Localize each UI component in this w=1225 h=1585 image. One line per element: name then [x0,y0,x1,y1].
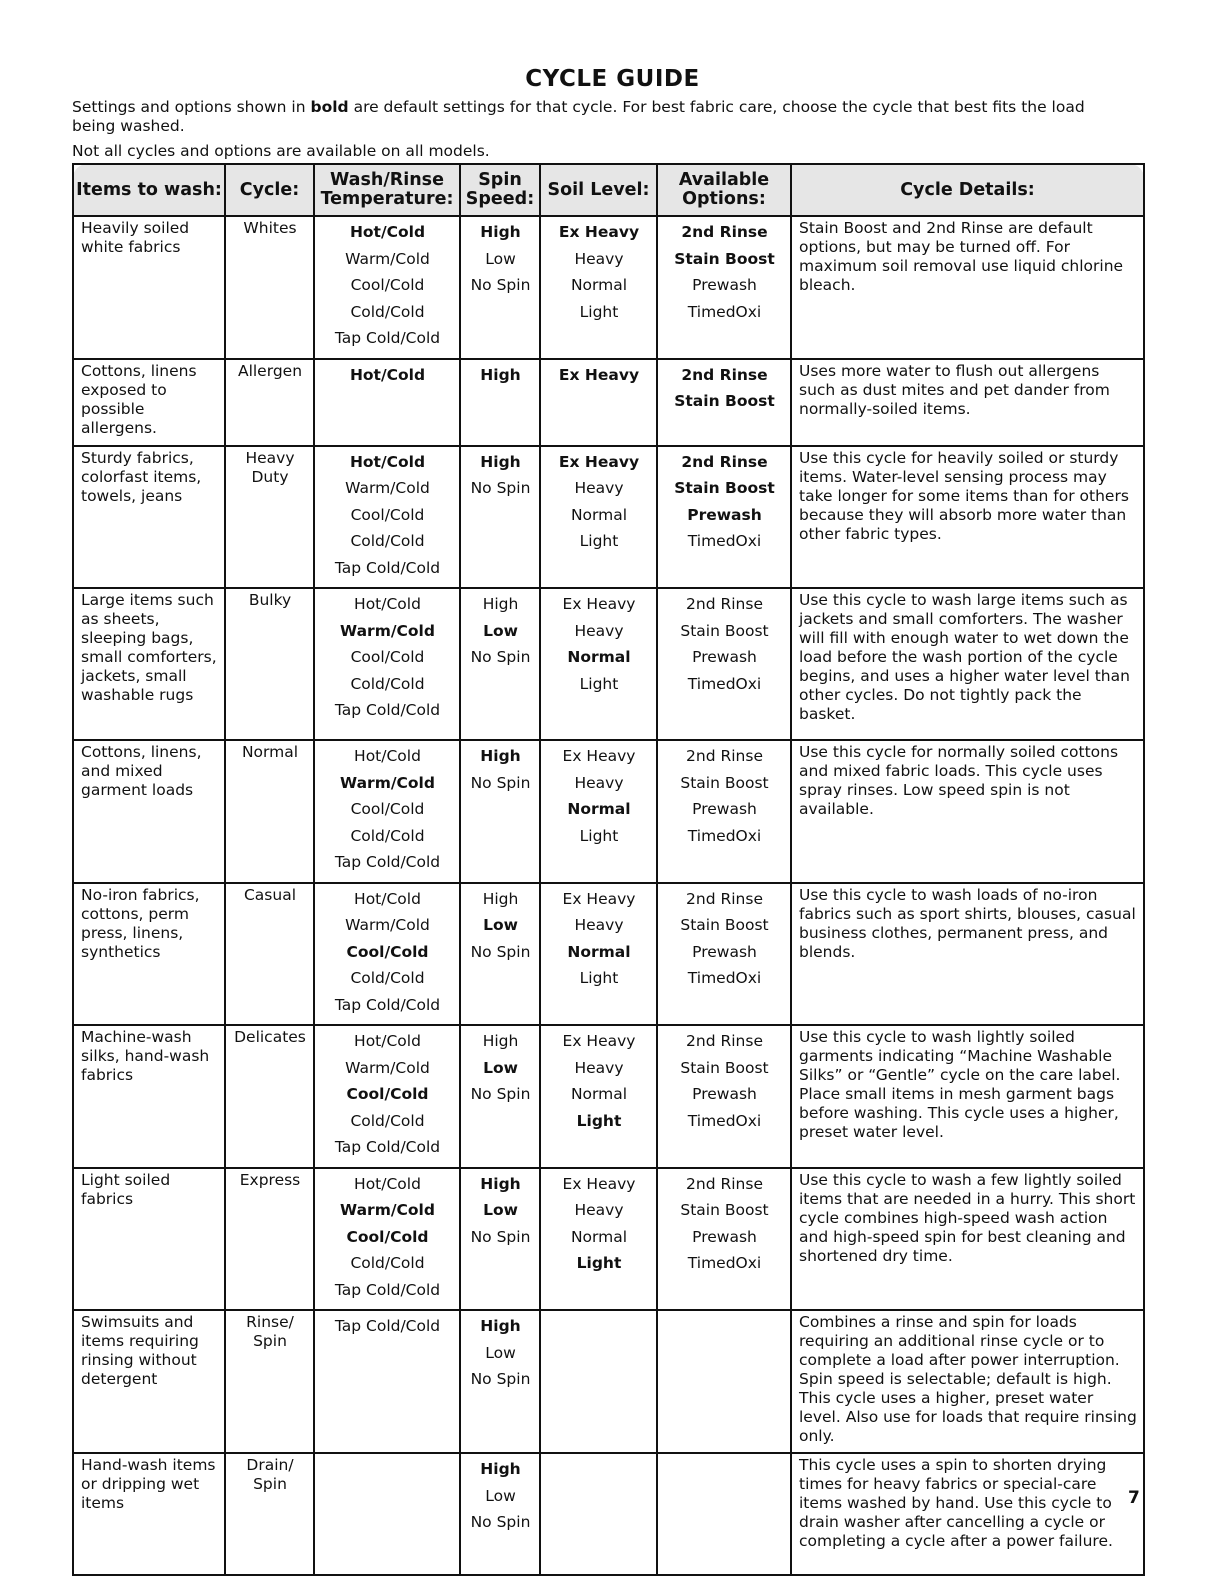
temperature-setting: Cold/Cold [350,532,425,550]
spin-setting: No Spin [470,1085,531,1103]
items-text: Swimsuits and items requiring rinsing without detergent [81,1313,199,1388]
temperature-setting: Warm/Cold [345,916,430,934]
spin-setting: High [480,365,521,384]
options-cell [657,588,791,740]
temperature-setting: Tap Cold/Cold [334,329,441,347]
spin-setting: No Spin [470,276,531,294]
temperature-setting: Warm/Cold [345,479,430,497]
details-text: Use this cycle to wash a few lightly soiled items that are needed in a hurry. This short cycle combines high-speed wash action and high-speed spin for best cleaning and shortened dry time. [799,1170,1136,1265]
details-cell [791,359,1144,446]
temperature-setting: Cold/Cold [350,969,425,987]
cycle-name: Normal [241,743,299,761]
details-cell [791,1025,1144,1168]
spin-setting: No Spin [470,1513,531,1531]
soil-setting: Ex Heavy [562,1032,636,1050]
temperature-cell [314,883,460,1026]
options-cell [657,1025,791,1168]
option-setting: 2nd Rinse [686,1174,763,1193]
spin-setting: Low [485,1343,516,1362]
details-text: This cycle uses a spin to shorten drying times for heavy fabrics or special-care items washed by hand. Use this cycle to drain washer after cancelling a cycle or completing a cycle after a power failure. [799,1456,1113,1550]
items-cell [73,740,225,883]
cycle-cell [225,446,314,589]
soil-cell [540,588,657,740]
option-setting: 2nd Rinse [686,747,763,765]
temperature-setting: Cool/Cold [346,1085,429,1103]
cycle-name: Bulky [248,591,292,609]
soil-setting: Light [579,674,619,693]
soil-setting: Heavy [574,773,624,792]
spin-setting: Low [483,621,518,640]
spin-setting: High [482,595,519,613]
temperature-setting: Cool/Cold [346,1227,429,1246]
spin-setting: Low [485,249,516,268]
table-row [73,1453,1144,1575]
temperature-setting: Cold/Cold [350,826,425,845]
temperature-setting: Cold/Cold [350,674,425,693]
header-soil-level: Soil Level: [540,164,657,216]
option-setting: Prewash [692,276,757,294]
option-setting: TimedOxi [687,674,762,693]
temperature-setting: Cold/Cold [350,1254,425,1272]
details-cell [791,446,1144,589]
spin-setting: High [480,1317,521,1335]
temperature-setting: Warm/Cold [340,773,435,792]
header-options: Available Options: [657,164,791,216]
option-setting: TimedOxi [687,969,762,987]
spin-cell [460,1025,540,1168]
items-cell [73,1453,225,1575]
header-items: Items to wash: [73,164,225,216]
details-cell [791,883,1144,1026]
soil-cell [540,359,657,446]
details-cell [791,1310,1144,1453]
temperature-setting: Cold/Cold [350,1111,425,1130]
soil-setting: Light [579,969,619,987]
items-text: Cottons, linens exposed to possible allergens. [81,361,197,437]
table-header-row [73,164,1144,216]
option-setting: Prewash [687,505,762,524]
option-setting: 2nd Rinse [686,889,763,908]
spin-setting: No Spin [470,1227,531,1246]
details-text: Use this cycle to wash lightly soiled garments indicating “Machine Washable Silks” or “Gentle” cycle on the care label. Place small items in mesh garment bags before washing. This cycle uses a higher, preset water level. [799,1028,1121,1141]
details-text: Use this cycle for normally soiled cottons and mixed fabric loads. This cycle uses spray rinses. Low speed spin is not available. [799,743,1119,818]
cycle-name: Express [239,1170,301,1189]
temperature-cell [314,359,460,446]
options-cell [657,446,791,589]
options-cell [657,216,791,359]
soil-cell [540,1025,657,1168]
spin-setting: High [480,223,521,241]
soil-setting: Normal [570,1227,628,1246]
temperature-setting: Tap Cold/Cold [334,1280,441,1299]
cycle-cell [225,216,314,359]
cycle-cell [225,1310,314,1453]
details-cell [791,1453,1144,1575]
items-text: Cottons, linens, and mixed garment loads [81,743,202,799]
temperature-setting: Tap Cold/Cold [334,853,441,871]
soil-setting: Normal [567,800,631,818]
items-cell [73,1310,225,1453]
option-setting: 2nd Rinse [686,595,763,613]
cycle-cell [225,1453,314,1575]
cycle-cell [225,359,314,446]
page-title: CYCLE GUIDE [525,66,700,92]
items-cell [73,446,225,589]
table-row [73,446,1144,589]
items-text: Large items such as sheets, sleeping bags, small comforters, jackets, small washable rugs [81,591,217,704]
spin-setting: Low [485,1486,516,1505]
cycle-name: Delicates [234,1028,306,1046]
temperature-setting: Tap Cold/Cold [334,701,441,719]
temperature-setting: Cool/Cold [350,648,425,666]
option-setting: Stain Boost [674,392,775,410]
table-row [73,740,1144,883]
soil-setting: Ex Heavy [562,889,636,908]
spin-setting: Low [483,916,518,934]
soil-setting: Light [576,1111,622,1130]
cycle-name: Drain/ Spin [246,1456,294,1493]
items-text: Hand-wash items or dripping wet items [81,1456,216,1512]
soil-cell [540,1453,657,1575]
soil-cell [540,1168,657,1311]
table-row [73,588,1144,740]
details-cell [791,588,1144,740]
details-text: Use this cycle to wash large items such as jackets and small comforters. The washer will fill with enough water to wet down the load before the wash portion of the cycle begins, and uses a higher water level than other cycles. Do not tightly pack the basket. [799,591,1130,723]
soil-setting: Ex Heavy [562,1174,636,1193]
header-cycle-details: Cycle Details: [791,164,1144,216]
spin-setting: Low [483,1058,518,1077]
details-text: Uses more water to flush out allergens such as dust mites and pet dander from normally-soiled items. [799,361,1110,418]
details-text: Stain Boost and 2nd Rinse are default options, but may be turned off. For maximum soil removal use liquid chlorine bleach. [799,219,1124,294]
cycle-guide-table [72,163,1145,1576]
cycle-cell [225,1025,314,1168]
spin-cell [460,1310,540,1453]
details-cell [791,740,1144,883]
spin-cell [460,359,540,446]
option-setting: 2nd Rinse [686,1032,763,1050]
intro-bold-word: bold [310,98,349,116]
temperature-setting: Hot/Cold [349,223,426,241]
table-row [73,1310,1144,1453]
option-setting: TimedOxi [687,826,762,845]
details-text: Combines a rinse and spin for loads requiring an additional rinse cycle or to complete a load after power interruption. Spin speed is selectable; default is high. This cycle uses a higher, preset water level. Also use for loads that require rinsing only. [799,1313,1137,1445]
items-cell [73,359,225,446]
table-body [73,216,1144,1575]
option-setting: Prewash [692,1085,757,1103]
header-temperature: Wash/Rinse Temperature: [314,164,460,216]
spin-cell [460,446,540,589]
details-text: Use this cycle for heavily soiled or sturdy items. Water-level sensing process may take longer for some items than for others because they will absorb more water than other fabric types. [799,448,1129,543]
cycle-cell [225,740,314,883]
table-row [73,883,1144,1026]
cycle-name: Allergen [237,361,303,380]
spin-setting: No Spin [470,479,531,497]
soil-cell [540,883,657,1026]
spin-cell [460,883,540,1026]
option-setting: Stain Boost [680,621,769,640]
intro-line-2: Not all cycles and options are available on all models. [72,142,490,160]
spin-cell [460,588,540,740]
cycle-cell [225,883,314,1026]
option-setting: Stain Boost [680,1058,769,1077]
intro-text [72,98,1132,161]
cycle-name: Heavy Duty [245,448,295,486]
temperature-setting: Warm/Cold [345,249,430,268]
soil-setting: Normal [570,276,628,294]
temperature-setting: Hot/Cold [349,365,426,384]
option-setting: 2nd Rinse [681,365,768,384]
items-cell [73,588,225,740]
option-setting: Prewash [692,1227,757,1246]
details-cell [791,216,1144,359]
soil-setting: Normal [570,1085,628,1103]
table-row [73,1168,1144,1311]
soil-setting: Heavy [574,1058,624,1077]
soil-setting: Ex Heavy [558,365,640,384]
details-cell [791,1168,1144,1311]
temperature-setting: Cool/Cold [346,942,429,961]
cycle-name: Whites [243,219,297,237]
spin-cell [460,1168,540,1311]
temperature-setting: Cool/Cold [350,505,425,524]
spin-cell [460,740,540,883]
cycle-name: Casual [243,885,297,904]
intro-line-1 [72,98,1132,136]
option-setting: TimedOxi [687,532,762,550]
spin-setting: High [482,889,519,908]
soil-setting: Heavy [574,1201,624,1219]
temperature-cell [314,1453,460,1575]
soil-setting: Normal [567,942,631,961]
temperature-setting: Cool/Cold [350,276,425,294]
temperature-setting: Hot/Cold [354,595,421,613]
option-setting: 2nd Rinse [681,452,768,471]
details-text: Use this cycle to wash loads of no-iron fabrics such as sport shirts, blouses, casual business clothes, permanent press, and blends. [799,885,1136,961]
intro-line-1-start: Settings and options shown in [72,98,311,116]
temperature-setting: Cold/Cold [350,302,425,321]
option-setting: TimedOxi [687,1254,762,1272]
soil-cell [540,216,657,359]
items-cell [73,1025,225,1168]
options-cell [657,883,791,1026]
cycle-name: Rinse/ Spin [246,1313,294,1350]
soil-setting: Ex Heavy [558,452,640,471]
option-setting: Prewash [692,648,757,666]
temperature-setting: Warm/Cold [340,621,435,640]
soil-setting: Heavy [574,249,624,268]
temperature-setting: Warm/Cold [345,1058,430,1077]
temperature-cell [314,216,460,359]
items-text: Sturdy fabrics, colorfast items, towels, jeans [81,448,202,505]
temperature-setting: Warm/Cold [340,1201,435,1219]
items-text: Heavily soiled white fabrics [81,219,190,256]
items-cell [73,216,225,359]
options-cell [657,1453,791,1575]
table-row [73,216,1144,359]
temperature-cell [314,1310,460,1453]
option-setting: Stain Boost [680,1201,769,1219]
items-cell [73,1168,225,1311]
spin-cell [460,216,540,359]
table-row [73,1025,1144,1168]
option-setting: 2nd Rinse [681,223,768,241]
options-cell [657,1310,791,1453]
table-row [73,359,1144,446]
items-text: Machine-wash silks, hand-wash fabrics [81,1028,210,1084]
option-setting: Prewash [692,942,757,961]
temperature-cell [314,740,460,883]
temperature-cell [314,446,460,589]
spin-cell [460,1453,540,1575]
soil-setting: Normal [570,505,628,524]
cycle-cell [225,1168,314,1311]
items-text: Light soiled fabrics [81,1170,171,1208]
soil-setting: Normal [567,648,631,666]
temperature-setting: Tap Cold/Cold [334,1317,441,1335]
soil-cell [540,1310,657,1453]
spin-setting: Low [483,1201,518,1219]
soil-setting: Ex Heavy [562,595,636,613]
intro-line-1-end: are default settings for that cycle. For best fabric care, choose the cycle that best fits the load being washed. [72,98,1085,135]
spin-setting: No Spin [470,1370,531,1388]
temperature-cell [314,1168,460,1311]
temperature-setting: Hot/Cold [354,1032,421,1050]
options-cell [657,740,791,883]
option-setting: TimedOxi [687,302,762,321]
spin-setting: High [480,1174,521,1193]
spin-setting: High [480,1460,521,1478]
spin-setting: No Spin [470,648,531,666]
option-setting: Stain Boost [680,916,769,934]
header-spin-speed: Spin Speed: [460,164,540,216]
soil-setting: Light [579,826,619,845]
temperature-setting: Tap Cold/Cold [334,995,441,1014]
spin-setting: No Spin [470,942,531,961]
temperature-setting: Hot/Cold [354,889,421,908]
soil-setting: Light [579,532,619,550]
option-setting: TimedOxi [687,1111,762,1130]
spin-setting: No Spin [470,773,531,792]
soil-cell [540,446,657,589]
temperature-setting: Hot/Cold [354,747,421,765]
temperature-setting: Tap Cold/Cold [334,558,441,577]
items-cell [73,883,225,1026]
page-number: 7 [1128,1488,1140,1508]
soil-setting: Light [579,302,619,321]
option-setting: Stain Boost [680,773,769,792]
option-setting: Prewash [692,800,757,818]
options-cell [657,1168,791,1311]
soil-setting: Heavy [574,621,624,640]
soil-setting: Ex Heavy [558,223,640,241]
soil-setting: Ex Heavy [562,747,636,765]
temperature-setting: Hot/Cold [349,452,426,471]
temperature-setting: Cool/Cold [350,800,425,818]
spin-setting: High [480,452,521,471]
temperature-setting: Tap Cold/Cold [334,1138,441,1156]
temperature-cell [314,588,460,740]
soil-cell [540,740,657,883]
spin-setting: High [482,1032,519,1050]
soil-setting: Light [576,1254,622,1272]
option-setting: Stain Boost [674,249,775,268]
header-cycle: Cycle: [225,164,314,216]
temperature-cell [314,1025,460,1168]
soil-setting: Heavy [574,479,624,497]
spin-setting: High [480,747,521,765]
option-setting: Stain Boost [674,479,775,497]
items-text: No-iron fabrics, cottons, perm press, linens, synthetics [81,885,200,961]
temperature-setting: Hot/Cold [354,1174,421,1193]
cycle-cell [225,588,314,740]
soil-setting: Heavy [574,916,624,934]
options-cell [657,359,791,446]
